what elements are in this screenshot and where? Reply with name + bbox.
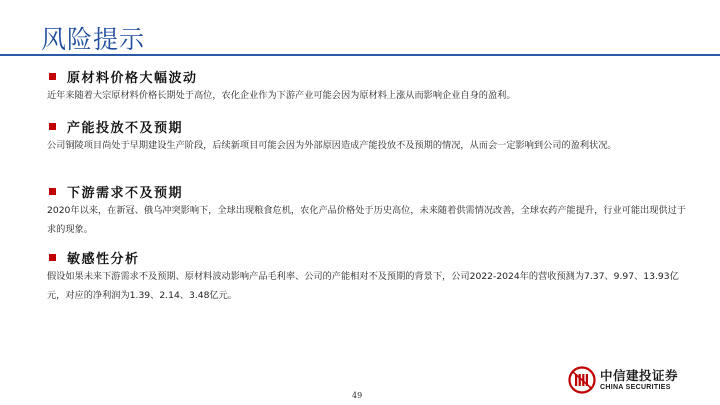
logo-name-cn: 中信建投证券: [600, 368, 679, 383]
square-bullet-icon: [49, 123, 56, 130]
company-logo: [568, 366, 678, 394]
section-body: 假设如果未来下游需求不及预期、原材料波动影响产品毛利率、公司的产能相对不及预期的背景下，公司2022-2024年的营收预测为7.37、9.97、13.93亿元，对应的净利润为1.39、2.14、3.48亿元。: [47, 271, 679, 301]
risk-section-demand: [47, 183, 687, 239]
section-heading: 敏感性分析: [67, 251, 140, 267]
risk-section-raw-materials: [47, 68, 687, 105]
risk-section-sensitivity: [47, 249, 687, 305]
logo-name-en: CHINA SECURITIES: [600, 384, 671, 391]
title-divider: [0, 54, 720, 56]
page-number: 49: [352, 391, 363, 400]
section-heading: 产能投放不及预期: [67, 120, 184, 136]
section-heading: 下游需求不及预期: [67, 185, 184, 201]
square-bullet-icon: [49, 254, 56, 261]
section-header: [47, 118, 687, 134]
china-securities-logo-icon: [568, 366, 596, 394]
square-bullet-icon: [49, 73, 56, 80]
section-heading: 原材料价格大幅波动: [67, 70, 198, 86]
section-body: 公司铜陵项目尚处于早期建设生产阶段，后续新项目可能会因为外部原因造成产能投放不及预期的情况，从而会一定影响到公司的盈利状况。: [47, 140, 617, 151]
section-header: [47, 183, 687, 199]
page-title: 风险提示: [41, 25, 146, 54]
section-body: 2020年以来，在新冠、俄乌冲突影响下，全球出现粮食危机，农化产品价格处于历史高位，未来随着供需情况改善，全球农药产能提升，行业可能出现供过于求的现象。: [47, 205, 686, 235]
risk-section-capacity: [47, 118, 687, 155]
section-header: [47, 68, 687, 84]
square-bullet-icon: [49, 188, 56, 195]
section-body: 近年来随着大宗原材料价格长期处于高位，农化企业作为下游产业可能会因为原材料上涨从而影响企业自身的盈利。: [47, 90, 516, 101]
section-header: [47, 249, 687, 265]
